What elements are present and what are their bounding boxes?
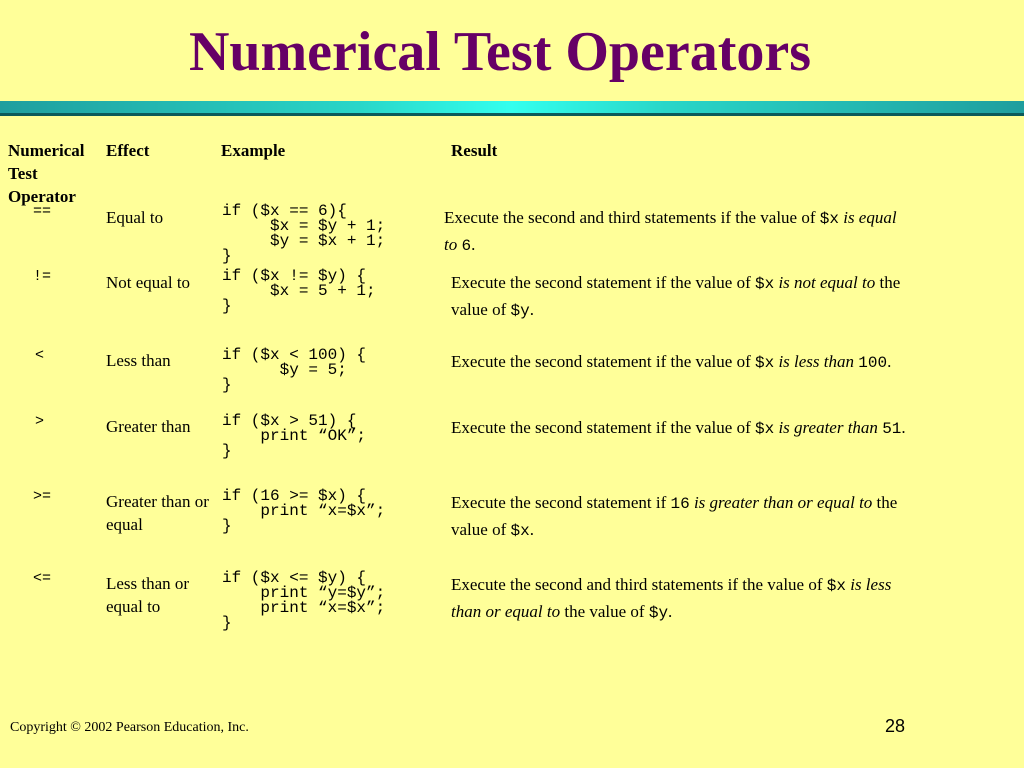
effect-cell: Greater than or equal xyxy=(106,492,209,534)
result-cell xyxy=(451,415,921,442)
result-code: $x xyxy=(755,275,775,293)
result-code: $x xyxy=(819,210,839,228)
result-code: 51 xyxy=(882,420,902,438)
operator-cell: >= xyxy=(33,488,52,505)
title-divider-shadow xyxy=(0,113,1024,116)
operator-cell: <= xyxy=(33,570,52,587)
result-code: $x xyxy=(755,420,775,438)
result-cell xyxy=(451,270,921,324)
result-cell xyxy=(451,572,921,626)
header-result: Result xyxy=(451,141,498,160)
result-text: . xyxy=(471,235,476,254)
result-code: $x xyxy=(826,577,846,595)
header-example: Example xyxy=(221,141,286,160)
result-text: the value of xyxy=(451,273,901,319)
result-text: . xyxy=(529,300,534,319)
result-text: the value of xyxy=(451,493,898,539)
example-code: if (16 >= $x) { print “x=$x”; } xyxy=(222,487,386,535)
result-emphasis: is less than or equal to xyxy=(451,575,892,621)
operator-cell: < xyxy=(35,347,45,364)
result-text: . xyxy=(529,520,534,539)
result-emphasis: is greater than or equal to xyxy=(689,493,873,512)
result-cell xyxy=(451,349,921,376)
result-emphasis: is equal to xyxy=(444,208,897,254)
result-cell xyxy=(451,490,921,544)
result-code: $x xyxy=(755,354,775,372)
header-effect: Effect xyxy=(106,141,150,160)
result-code: $y xyxy=(648,604,669,622)
result-text: . xyxy=(901,418,906,437)
effect-cell: Less than xyxy=(106,351,171,370)
operator-cell: > xyxy=(35,413,45,430)
operator-cell: == xyxy=(33,203,52,220)
example-code: if ($x != $y) { $x = 5 + 1; } xyxy=(222,267,376,315)
result-emphasis: is less than xyxy=(774,352,859,371)
result-code: $x xyxy=(510,522,530,540)
result-emphasis: is greater than xyxy=(774,418,883,437)
example-code: if ($x > 51) { print “OK”; } xyxy=(222,412,367,460)
result-text: Execute the second statement if the value of xyxy=(451,273,755,292)
example-code: if ($x < 100) { $y = 5; } xyxy=(222,346,367,394)
result-code: 100 xyxy=(858,354,888,372)
effect-cell: Greater than xyxy=(106,417,191,436)
result-text: Execute the second statement if xyxy=(451,493,671,512)
result-cell xyxy=(444,205,914,259)
result-code: $y xyxy=(510,302,530,320)
effect-cell: Equal to xyxy=(106,208,164,227)
example-code: if ($x <= $y) { print “y=$y”; print “x=$x”; } xyxy=(222,569,386,632)
example-code: if ($x == 6){ $x = $y + 1; $y = $x + 1; } xyxy=(222,202,386,265)
result-code: 16 xyxy=(670,495,690,513)
effect-cell: Less than or equal to xyxy=(106,574,190,616)
page-number: 28 xyxy=(885,716,906,736)
result-text: Execute the second and third statements if the value of xyxy=(451,575,827,594)
header-operator: Numerical Test Operator xyxy=(8,141,85,206)
result-text: . xyxy=(887,352,892,371)
result-text: Execute the second statement if the value of xyxy=(451,352,755,371)
slide-title: Numerical Test Operators xyxy=(188,21,812,83)
effect-cell: Not equal to xyxy=(106,273,191,292)
operator-cell: != xyxy=(33,268,52,285)
result-code: 6 xyxy=(461,237,472,255)
result-text: Execute the second statement if the value of xyxy=(451,418,755,437)
result-text: . xyxy=(668,602,673,621)
result-text: the value of xyxy=(560,602,649,621)
copyright-notice: Copyright © 2002 Pearson Education, Inc. xyxy=(10,720,249,735)
result-text: Execute the second and third statements if the value of xyxy=(444,208,820,227)
result-emphasis: is not equal to xyxy=(774,273,876,292)
